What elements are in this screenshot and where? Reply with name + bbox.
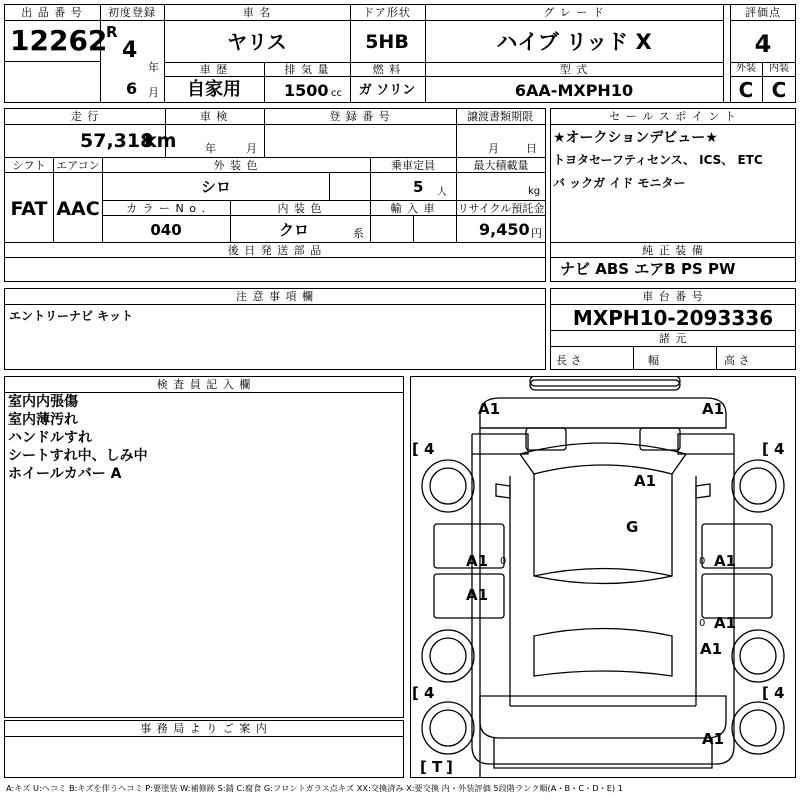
damage-mark-right-rear-door: A1	[714, 614, 737, 632]
divider	[350, 4, 351, 62]
shift-label: シフト	[12, 159, 46, 172]
displacement: 1500	[284, 81, 329, 100]
lot-no: 12262	[10, 24, 108, 57]
month-unit: 月	[148, 86, 159, 99]
divider	[425, 4, 426, 103]
divider	[102, 157, 103, 242]
notes: エントリーナビ キット	[9, 309, 133, 323]
divider	[550, 124, 796, 125]
sales-label: セ ー ル ス ポ イ ン ト	[609, 110, 737, 123]
divider	[550, 242, 796, 243]
damage-mark-left-front-door: A1	[466, 552, 489, 570]
car-name-label: 車 名	[242, 6, 272, 19]
divider	[102, 200, 546, 201]
interior-grade: C	[771, 78, 787, 102]
chassis-label: 車 台 番 号	[642, 290, 704, 303]
model-label: 型 式	[559, 63, 589, 76]
spare-tire: T	[432, 758, 443, 776]
later-parts-label: 後 日 発 送 部 品	[227, 244, 323, 257]
divider	[230, 200, 231, 242]
svg-text:[: [	[412, 684, 419, 702]
damage-mark-roof: A1	[634, 472, 657, 490]
divider	[413, 215, 414, 242]
divider	[370, 157, 371, 242]
displacement-unit: cc	[331, 88, 342, 99]
damage-mark-left-rear-door: A1	[466, 586, 489, 604]
divider	[456, 157, 457, 242]
sales-line-1: ★オークションデビュー★	[553, 130, 718, 146]
divider	[550, 330, 796, 331]
office-label: 事 務 局 よ り ご 案 内	[140, 722, 268, 735]
length-label: 長 さ	[556, 354, 582, 367]
damage-mark-windshield: G	[626, 518, 639, 536]
era: R	[106, 23, 118, 41]
history: 自家用	[187, 79, 241, 100]
divider	[164, 4, 165, 103]
svg-text:]: ]	[446, 758, 453, 776]
chassis-no: MXPH10-2093336	[572, 306, 774, 330]
mileage-unit: km	[144, 130, 177, 152]
tire-rear-right: 4	[774, 684, 785, 702]
exterior-color: シロ	[200, 178, 232, 196]
ac-label: エアコン	[56, 159, 100, 172]
svg-text:[: [	[762, 684, 769, 702]
capacity-label: 乗車定員	[391, 159, 435, 172]
divider	[550, 257, 796, 258]
notes-label: 注 意 事 項 欄	[236, 290, 314, 303]
specs-label: 諸 元	[658, 332, 688, 345]
divider	[4, 257, 546, 258]
width-label: 幅	[648, 354, 659, 367]
tire-front-left: 4	[424, 440, 435, 458]
inspector-line-1: 室内内張傷	[8, 394, 78, 410]
divider	[633, 346, 634, 370]
lot-no-label: 出 品 番 号	[21, 6, 83, 19]
inspection-label: 車 検	[199, 110, 229, 123]
recycle-label: リサイクル預託金	[457, 202, 545, 215]
divider	[550, 346, 796, 347]
equipment-label: 純 正 装 備	[642, 244, 704, 257]
inspector-line-3: ハンドルすれ	[8, 430, 92, 446]
svg-text:[: [	[412, 440, 419, 458]
grade: ハイブ リッド X	[496, 30, 652, 54]
import-label: 輸 入 車	[390, 202, 436, 215]
mileage-label: 走 行	[70, 110, 100, 123]
damage-mark-rear-bumper: A1	[702, 730, 725, 748]
ac: AAC	[56, 198, 100, 220]
divider	[264, 108, 265, 157]
load-label: 最大積載量	[473, 159, 529, 172]
divider	[102, 215, 546, 216]
damage-mark-right-front-door: A1	[714, 552, 737, 570]
small-mark-right: 0	[699, 556, 706, 567]
exterior-label: 外装	[736, 63, 756, 74]
recycle-unit: 円	[531, 227, 542, 240]
tire-front-right: 4	[774, 440, 785, 458]
interior-label: 内装	[769, 63, 789, 74]
shift: FAT	[10, 198, 48, 220]
divider	[730, 76, 796, 77]
color-label: 外 装 色	[213, 159, 259, 172]
divider	[456, 108, 457, 157]
divider	[4, 20, 724, 21]
capacity: 5	[413, 178, 424, 196]
small-mark-rear: 0	[699, 618, 706, 629]
damage-mark-right-rear-fender: A1	[700, 640, 723, 658]
divider	[4, 61, 100, 62]
equipment: ナビ ABS エアB PS PW	[560, 260, 736, 278]
exterior-grade: C	[738, 78, 754, 102]
divider	[4, 242, 546, 243]
interior-color-unit: 系	[353, 227, 364, 240]
divider	[329, 172, 330, 200]
divider	[4, 304, 546, 305]
inspector-line-2: 室内薄汚れ	[8, 412, 78, 428]
inspector-label: 検 査 員 記 入 欄	[156, 378, 252, 391]
divider	[164, 76, 723, 77]
divider	[762, 62, 763, 103]
divider	[350, 62, 351, 103]
interior-color: クロ	[278, 221, 310, 239]
model-code: 6AA-MXPH10	[514, 81, 634, 100]
fuel: ガ ソリン	[358, 83, 416, 98]
first-reg-label: 初度登録	[108, 6, 156, 19]
color-no-label: カ ラ ー N o .	[126, 202, 206, 215]
divider	[730, 20, 796, 21]
reg-no-label: 登 録 番 号	[329, 110, 391, 123]
car-diagram	[410, 376, 796, 778]
load-unit: kg	[528, 186, 541, 197]
history-label: 車 歴	[199, 63, 229, 76]
divider	[723, 4, 724, 103]
svg-text:[: [	[420, 758, 427, 776]
divider	[4, 736, 404, 737]
inspector-line-4: シートすれ中、しみ中	[8, 448, 148, 464]
sales-line-2: トヨタセーフティセンス、 ICS、 ETC	[553, 153, 763, 167]
year-unit: 年	[148, 61, 159, 74]
interior-color-label: 内 装 色	[277, 202, 323, 215]
divider	[53, 157, 54, 242]
legend: A:キズ U:ヘコミ B:キズを伴うヘコミ P:要塗装 W:補修跡 S:錆 C:腐食 G:フロントガラス点キズ XX:交換済み X:要交換 内・外装評価 5段階ランク順(A・B・C・D・E) 1	[6, 783, 623, 793]
divider	[264, 62, 265, 103]
transfer-day-unit: 日	[526, 142, 537, 155]
grade-label: グ レ ー ド	[543, 6, 605, 19]
capacity-unit: 人	[437, 187, 447, 198]
tire-rear-left: 4	[424, 684, 435, 702]
recycle-fee: 9,450	[479, 220, 530, 239]
small-mark-left: 0	[500, 556, 507, 567]
score-label: 評価点	[745, 6, 781, 19]
svg-text:[: [	[762, 440, 769, 458]
divider	[716, 346, 717, 370]
score: 4	[754, 30, 772, 58]
transfer-month-unit: 月	[488, 142, 499, 155]
divider	[4, 157, 546, 158]
inspection-year-unit: 年	[205, 142, 216, 155]
inspector-line-5: ホイールカバー A	[8, 466, 122, 482]
displacement-label: 排 気 量	[284, 63, 330, 76]
door-type: 5HB	[365, 31, 409, 53]
height-label: 高 さ	[724, 354, 750, 367]
sales-line-3: バ ックガ イド モニター	[553, 176, 686, 190]
divider	[4, 124, 546, 125]
damage-mark-front-left: A1	[478, 400, 501, 418]
divider	[164, 62, 723, 63]
color-no: 040	[150, 221, 182, 239]
divider	[730, 4, 731, 103]
fuel-label: 燃 料	[372, 63, 402, 76]
inspection-month-unit: 月	[246, 142, 257, 155]
mileage: 57,318	[80, 130, 154, 152]
damage-mark-front-right: A1	[702, 400, 725, 418]
transfer-label: 譲渡書類期限	[467, 110, 533, 123]
divider	[4, 172, 546, 173]
car-name: ヤリス	[227, 30, 287, 54]
reg-year: 4	[122, 38, 138, 63]
door-label: ドア形状	[363, 6, 411, 19]
reg-month: 6	[126, 79, 138, 98]
divider	[4, 392, 404, 393]
divider	[550, 304, 796, 305]
